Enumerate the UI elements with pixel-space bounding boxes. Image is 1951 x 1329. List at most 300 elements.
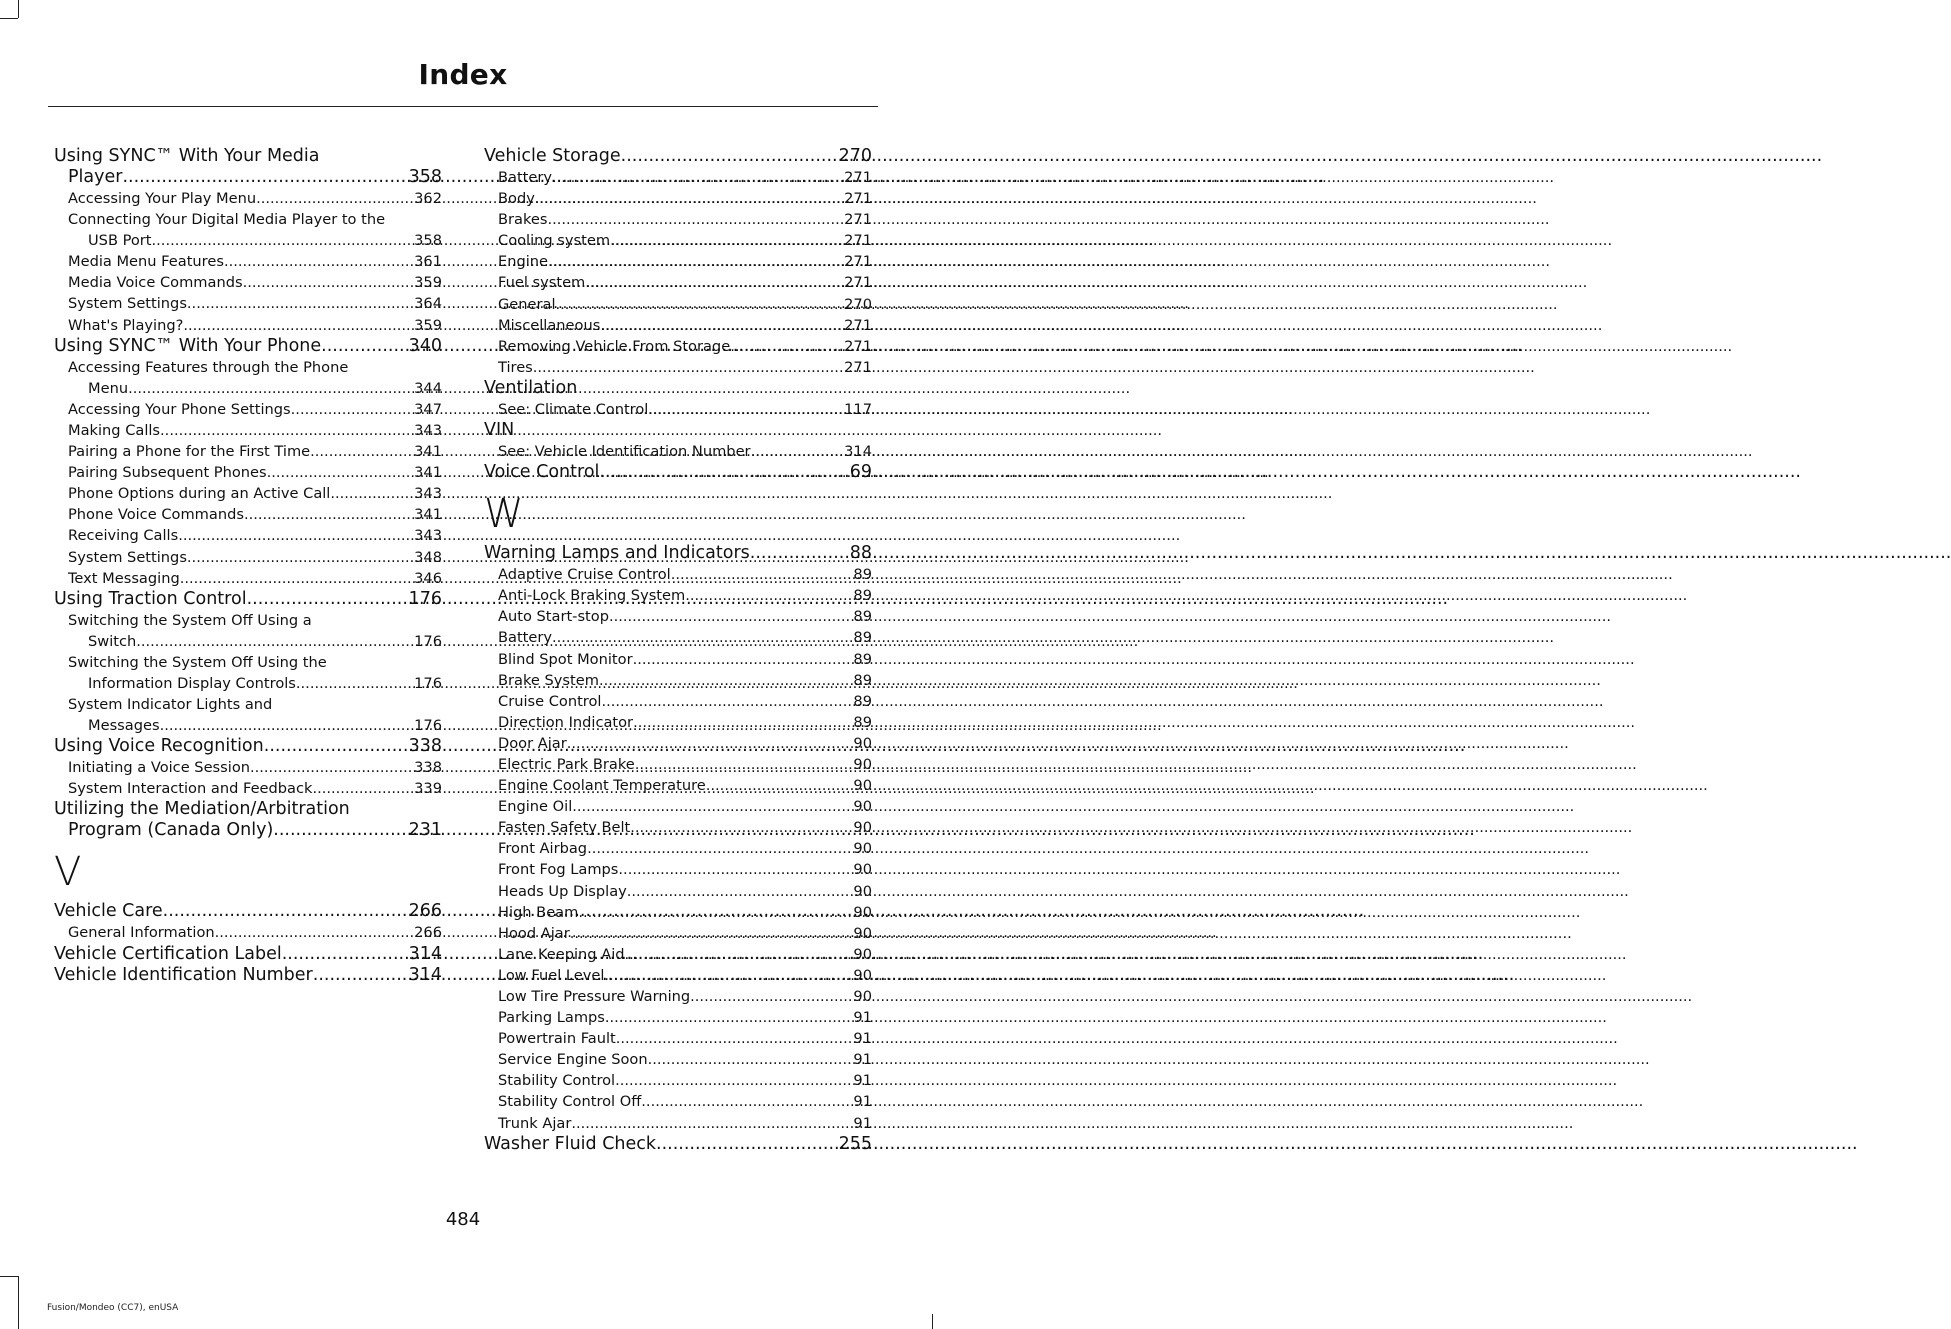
entry-text: Engine Oil	[498, 798, 573, 816]
entry-page-number: 91	[853, 1072, 872, 1090]
entry-text: Tires	[498, 358, 533, 376]
dot-leader	[648, 399, 844, 420]
entry-text: Player	[68, 167, 123, 187]
index-subentry	[484, 1049, 872, 1070]
entry-text: High Beam	[498, 903, 579, 921]
index-subentry	[54, 631, 442, 652]
entry-page-number: 266	[414, 924, 442, 942]
dot-leader	[605, 1007, 854, 1028]
dot-leader	[600, 315, 844, 336]
index-subentry	[54, 483, 442, 504]
entry-page-number: 271	[844, 253, 872, 271]
entry-text: USB Port	[88, 232, 152, 250]
entry-text: Washer Fluid Check	[484, 1133, 657, 1154]
index-entry	[54, 589, 442, 610]
entry-text: Switching the System Off Using the	[68, 653, 327, 671]
crop-mark	[18, 1276, 19, 1329]
entry-text: Removing Vehicle From Storage	[498, 337, 731, 355]
entry-text: Engine Coolant Temperature	[498, 777, 706, 795]
crop-mark	[18, 0, 19, 18]
index-subentry	[484, 188, 872, 209]
entry-text: Brake System	[498, 671, 599, 689]
index-section-letter: V	[54, 849, 82, 896]
entry-text: Hood Ajar	[498, 924, 570, 942]
index-subentry	[54, 694, 442, 715]
index-subentry	[484, 272, 872, 293]
index-subentry	[484, 1070, 872, 1091]
entry-page-number: 89	[853, 671, 872, 689]
dot-leader	[618, 859, 853, 880]
index-subentry	[484, 712, 872, 733]
dot-leader	[635, 754, 854, 775]
entry-text: Vehicle Storage	[484, 146, 621, 166]
index-subentry	[484, 564, 872, 585]
entry-page-number: 348	[414, 548, 442, 566]
dot-leader	[751, 441, 845, 462]
entry-text: Service Engine Soon	[498, 1051, 648, 1069]
entry-text: Accessing Your Play Menu	[68, 190, 257, 207]
index-subentry	[484, 881, 872, 902]
entry-page-number: 90	[853, 755, 872, 773]
dot-leader	[571, 1113, 853, 1134]
entry-text: Powertrain Fault	[498, 1030, 616, 1048]
entry-text: Trunk Ajar	[498, 1114, 572, 1132]
index-subentry	[484, 357, 872, 378]
index-subentry	[54, 399, 442, 420]
dot-leader	[621, 146, 839, 167]
entry-text: Front Fog Lamps	[498, 861, 619, 879]
entry-text: Parking Lamps	[498, 1009, 605, 1027]
entry-page-number: 341	[414, 464, 442, 482]
entry-text: Program (Canada Only)	[68, 820, 274, 841]
dot-leader	[641, 1091, 853, 1112]
entry-page-number: 231	[408, 820, 442, 841]
index-subentry	[484, 691, 872, 712]
index-subentry	[54, 462, 442, 483]
index-subentry	[54, 315, 442, 336]
index-subentry	[54, 188, 442, 209]
entry-page-number: 176	[414, 717, 442, 735]
entry-page-number: 176	[414, 632, 442, 650]
dot-leader	[585, 272, 844, 293]
page-title: Index	[418, 58, 508, 91]
entry-text: Text Messaging	[68, 569, 180, 587]
entry-text: Utilizing the Mediation/Arbitration	[54, 799, 350, 820]
entry-text: Using SYNC™ With Your Phone	[54, 335, 322, 356]
entry-text: Media Menu Features	[68, 253, 224, 271]
entry-text: Using Voice Recognition	[54, 736, 264, 757]
dot-leader	[567, 733, 854, 754]
entry-page-number: 88	[849, 543, 872, 564]
entry-text: See: Climate Control	[498, 400, 649, 418]
dot-leader	[706, 775, 854, 796]
entry-page-number: 69	[849, 462, 872, 483]
entry-page-number: 343	[414, 421, 442, 439]
crop-mark	[0, 18, 18, 19]
index-subentry	[484, 441, 872, 462]
index-subentry	[54, 652, 442, 673]
entry-page-number: 339	[414, 780, 442, 798]
dot-leader	[552, 167, 844, 188]
entry-page-number: 90	[853, 903, 872, 921]
entry-page-number: 89	[853, 650, 872, 668]
entry-page-number: 89	[853, 566, 872, 584]
index-entry	[484, 543, 872, 564]
index-subentry	[54, 251, 442, 272]
index-column-right	[484, 146, 872, 1155]
entry-text: Pairing a Phone for the First Time	[68, 443, 311, 461]
dot-leader	[604, 965, 853, 986]
entry-page-number: 89	[853, 713, 872, 731]
entry-text: Door Ajar	[498, 734, 567, 752]
entry-page-number: 270	[844, 295, 872, 313]
entry-page-number: 271	[844, 316, 872, 334]
entry-text: Stability Control	[498, 1072, 616, 1090]
entry-text: Menu	[88, 379, 129, 397]
dot-leader	[633, 649, 854, 670]
dot-leader	[152, 230, 415, 251]
index-subentry	[484, 1113, 872, 1134]
entry-text: Body	[498, 190, 535, 208]
crop-mark	[932, 1314, 933, 1329]
dot-leader	[685, 585, 853, 606]
entry-page-number: 338	[408, 736, 442, 757]
entry-page-number: 271	[844, 232, 872, 250]
entry-text: System Settings	[68, 548, 187, 566]
entry-text: Accessing Your Phone Settings	[68, 400, 291, 418]
entry-text: Battery	[498, 629, 553, 647]
dot-leader	[122, 167, 408, 188]
index-entry	[484, 420, 872, 441]
entry-page-number: 341	[414, 506, 442, 524]
entry-page-number: 90	[853, 966, 872, 984]
entry-page-number: 271	[844, 211, 872, 229]
index-subentry	[54, 568, 442, 589]
dot-leader	[630, 817, 853, 838]
index-section-letter: W	[484, 491, 524, 538]
index-entry	[54, 336, 442, 357]
entry-text: Vehicle Certification Label	[54, 943, 282, 964]
index-subentry	[484, 796, 872, 817]
entry-text: Low Fuel Level	[498, 966, 605, 984]
index-subentry	[54, 547, 442, 568]
entry-text: Cooling system	[498, 232, 611, 250]
entry-page-number: 90	[853, 945, 872, 963]
entry-text: VIN	[484, 420, 515, 441]
index-column-left	[54, 146, 442, 986]
dot-leader	[578, 902, 853, 923]
entry-page-number: 314	[408, 943, 442, 964]
dot-leader	[310, 441, 414, 462]
entry-page-number: 364	[414, 295, 442, 313]
index-entry	[54, 799, 442, 820]
dot-leader	[273, 820, 408, 841]
entry-text: Stability Control Off	[498, 1093, 642, 1111]
entry-text: Making Calls	[68, 421, 161, 439]
dot-leader	[247, 589, 409, 610]
entry-page-number: 90	[853, 734, 872, 752]
dot-leader	[183, 315, 414, 336]
dot-leader	[633, 712, 853, 733]
index-subentry	[484, 817, 872, 838]
dot-leader	[572, 796, 853, 817]
entry-text: Anti-Lock Braking System	[498, 587, 686, 605]
entry-page-number: 344	[414, 379, 442, 397]
entry-text: Electric Park Brake	[498, 755, 635, 773]
dot-leader	[178, 525, 414, 546]
dot-leader	[128, 378, 414, 399]
entry-text: Voice Control	[484, 462, 600, 483]
entry-text: Cruise Control	[498, 692, 602, 710]
index-subentry	[54, 293, 442, 314]
dot-leader	[599, 670, 853, 691]
entry-page-number: 271	[844, 169, 872, 186]
index-subentry	[484, 649, 872, 670]
entry-text: System Settings	[68, 295, 187, 313]
dot-leader	[552, 627, 853, 648]
entry-text: Vehicle Identification Number	[54, 964, 313, 985]
index-subentry	[484, 838, 872, 859]
dot-leader	[296, 673, 414, 694]
entry-text: Information Display Controls	[88, 674, 296, 692]
index-subentry	[54, 715, 442, 736]
entry-page-number: 343	[414, 485, 442, 503]
index-subentry	[484, 754, 872, 775]
page-number: 484	[445, 1209, 481, 1230]
entry-page-number: 176	[408, 588, 442, 609]
entry-page-number: 361	[414, 253, 442, 271]
index-entry	[54, 944, 442, 965]
dot-leader	[599, 462, 849, 483]
dot-leader	[671, 564, 854, 585]
index-subentry	[54, 441, 442, 462]
entry-page-number: 266	[408, 901, 442, 922]
dot-leader	[187, 293, 414, 314]
entry-text: Phone Options during an Active Call	[68, 485, 331, 503]
entry-page-number: 91	[853, 1114, 872, 1132]
dot-leader	[587, 838, 853, 859]
entry-page-number: 90	[853, 798, 872, 816]
entry-text: Front Airbag	[498, 840, 588, 858]
dot-leader	[616, 1028, 854, 1049]
entry-text: Fasten Safety Belt	[498, 819, 631, 837]
entry-page-number: 341	[414, 443, 442, 461]
index-subentry	[54, 230, 442, 251]
index-subentry	[484, 923, 872, 944]
index-subentry	[484, 965, 872, 986]
entry-page-number: 91	[853, 1009, 872, 1027]
index-subentry	[54, 357, 442, 378]
entry-page-number: 90	[853, 819, 872, 837]
entry-page-number: 255	[838, 1133, 872, 1154]
entry-text: Warning Lamps and Indicators	[484, 543, 750, 564]
entry-text: Using SYNC™ With Your Media	[54, 146, 320, 166]
entry-page-number: 347	[414, 400, 442, 418]
entry-page-number: 340	[408, 335, 442, 356]
index-subentry	[484, 336, 872, 357]
entry-page-number: 359	[414, 274, 442, 292]
index-subentry	[484, 209, 872, 230]
entry-page-number: 90	[853, 924, 872, 942]
dot-leader	[313, 965, 409, 986]
index-entry	[54, 167, 442, 188]
dot-leader	[570, 923, 854, 944]
index-entry	[484, 146, 872, 167]
dot-leader	[187, 547, 414, 568]
index-subentry	[54, 757, 442, 778]
dot-leader	[601, 691, 853, 712]
index-subentry	[484, 986, 872, 1007]
index-entry	[54, 736, 442, 757]
entry-page-number: 90	[853, 861, 872, 879]
index-subentry	[484, 167, 872, 188]
index-subentry	[54, 209, 442, 230]
index-entry	[54, 146, 442, 167]
entry-page-number: 314	[408, 964, 442, 985]
entry-text: Using Traction Control	[54, 588, 247, 609]
entry-page-number: 90	[853, 882, 872, 900]
entry-page-number: 89	[853, 629, 872, 647]
dot-leader	[609, 606, 853, 627]
dot-leader	[224, 251, 414, 272]
index-entry	[484, 378, 872, 399]
entry-page-number: 358	[408, 167, 442, 187]
dot-leader	[321, 336, 408, 357]
dot-leader	[627, 881, 854, 902]
entry-text: Blind Spot Monitor	[498, 650, 633, 668]
entry-page-number: 270	[838, 146, 872, 166]
entry-text: General	[498, 295, 556, 313]
entry-page-number: 271	[844, 190, 872, 208]
dot-leader	[690, 986, 853, 1007]
entry-text: System Indicator Lights and	[68, 696, 273, 714]
dot-leader	[648, 1049, 854, 1070]
entry-text: Pairing Subsequent Phones	[68, 464, 267, 482]
index-subentry	[54, 673, 442, 694]
dot-leader	[750, 543, 850, 564]
entry-page-number: 91	[853, 1051, 872, 1069]
entry-text: Low Tire Pressure Warning	[498, 988, 691, 1005]
index-entry	[54, 901, 442, 922]
dot-leader	[250, 757, 414, 778]
index-subentry	[484, 859, 872, 880]
index-subentry	[484, 1028, 872, 1049]
title-divider	[48, 106, 878, 107]
entry-page-number: 90	[853, 840, 872, 858]
dot-leader	[264, 736, 409, 757]
entry-page-number: 90	[853, 988, 872, 1005]
dot-leader	[548, 251, 844, 272]
dot-leader	[312, 778, 414, 799]
entry-text: Receiving Calls	[68, 527, 179, 545]
entry-page-number: 176	[414, 674, 442, 692]
entry-page-number: 91	[853, 1093, 872, 1111]
index-subentry	[54, 778, 442, 799]
dot-leader	[291, 399, 414, 420]
dot-leader	[533, 357, 844, 378]
dot-leader	[163, 901, 409, 922]
dot-leader	[330, 483, 414, 504]
entry-text: Media Voice Commands	[68, 274, 243, 292]
entry-text: Lane Keeping Aid	[498, 945, 625, 963]
dot-leader	[547, 209, 844, 230]
index-entry	[484, 462, 872, 483]
index-subentry	[54, 272, 442, 293]
entry-text: Vehicle Care	[54, 901, 163, 922]
index-entry	[54, 965, 442, 986]
index-subentry	[54, 504, 442, 525]
index-entry	[484, 1134, 872, 1155]
index-subentry	[484, 733, 872, 754]
dot-leader	[160, 715, 415, 736]
index-subentry	[484, 944, 872, 965]
entry-text: What's Playing?	[68, 316, 184, 334]
index-subentry	[484, 315, 872, 336]
entry-page-number: 89	[853, 587, 872, 605]
dot-leader	[730, 336, 844, 357]
entry-text: Phone Voice Commands	[68, 506, 244, 524]
entry-page-number: 90	[853, 777, 872, 795]
entry-text: Switching the System Off Using a	[68, 611, 312, 629]
entry-page-number: 362	[414, 190, 442, 207]
crop-mark	[0, 1276, 18, 1277]
entry-text: Ventilation	[484, 377, 578, 398]
entry-page-number: 346	[414, 569, 442, 587]
entry-page-number: 89	[853, 692, 872, 710]
index-subentry	[484, 775, 872, 796]
dot-leader	[610, 230, 844, 251]
dot-leader	[267, 462, 415, 483]
entry-page-number: 89	[853, 608, 872, 626]
dot-leader	[615, 1070, 853, 1091]
entry-text: System Interaction and Feedback	[68, 780, 313, 798]
entry-text: General Information	[68, 924, 215, 942]
entry-text: Adaptive Cruise Control	[498, 566, 671, 584]
entry-page-number: 358	[414, 232, 442, 250]
index-subentry	[54, 420, 442, 441]
index-subentry	[484, 294, 872, 315]
dot-leader	[215, 922, 415, 943]
entry-text: Messages	[88, 717, 160, 735]
dot-leader	[625, 944, 854, 965]
dot-leader	[656, 1134, 839, 1155]
dot-leader	[160, 420, 414, 441]
dot-leader	[256, 188, 414, 209]
index-subentry	[484, 1007, 872, 1028]
index-subentry	[54, 378, 442, 399]
entry-text: Miscellaneous	[498, 316, 601, 334]
entry-text: Battery	[498, 169, 553, 186]
index-subentry	[54, 922, 442, 943]
footer-text: Fusion/Mondeo (CC7), enUSA	[47, 1303, 179, 1313]
index-subentry	[54, 525, 442, 546]
dot-leader	[180, 568, 414, 589]
index-subentry	[484, 627, 872, 648]
entry-page-number: 338	[414, 759, 442, 777]
entry-page-number: 271	[844, 337, 872, 355]
entry-page-number: 343	[414, 527, 442, 545]
index-subentry	[484, 606, 872, 627]
index-subentry	[484, 399, 872, 420]
index-subentry	[54, 610, 442, 631]
entry-text: Heads Up Display	[498, 882, 627, 900]
entry-page-number: 271	[844, 274, 872, 292]
entry-text: Initiating a Voice Session	[68, 759, 250, 777]
dot-leader	[535, 188, 844, 209]
entry-page-number: 117	[844, 400, 872, 418]
index-subentry	[484, 670, 872, 691]
entry-text: Fuel system	[498, 274, 586, 292]
